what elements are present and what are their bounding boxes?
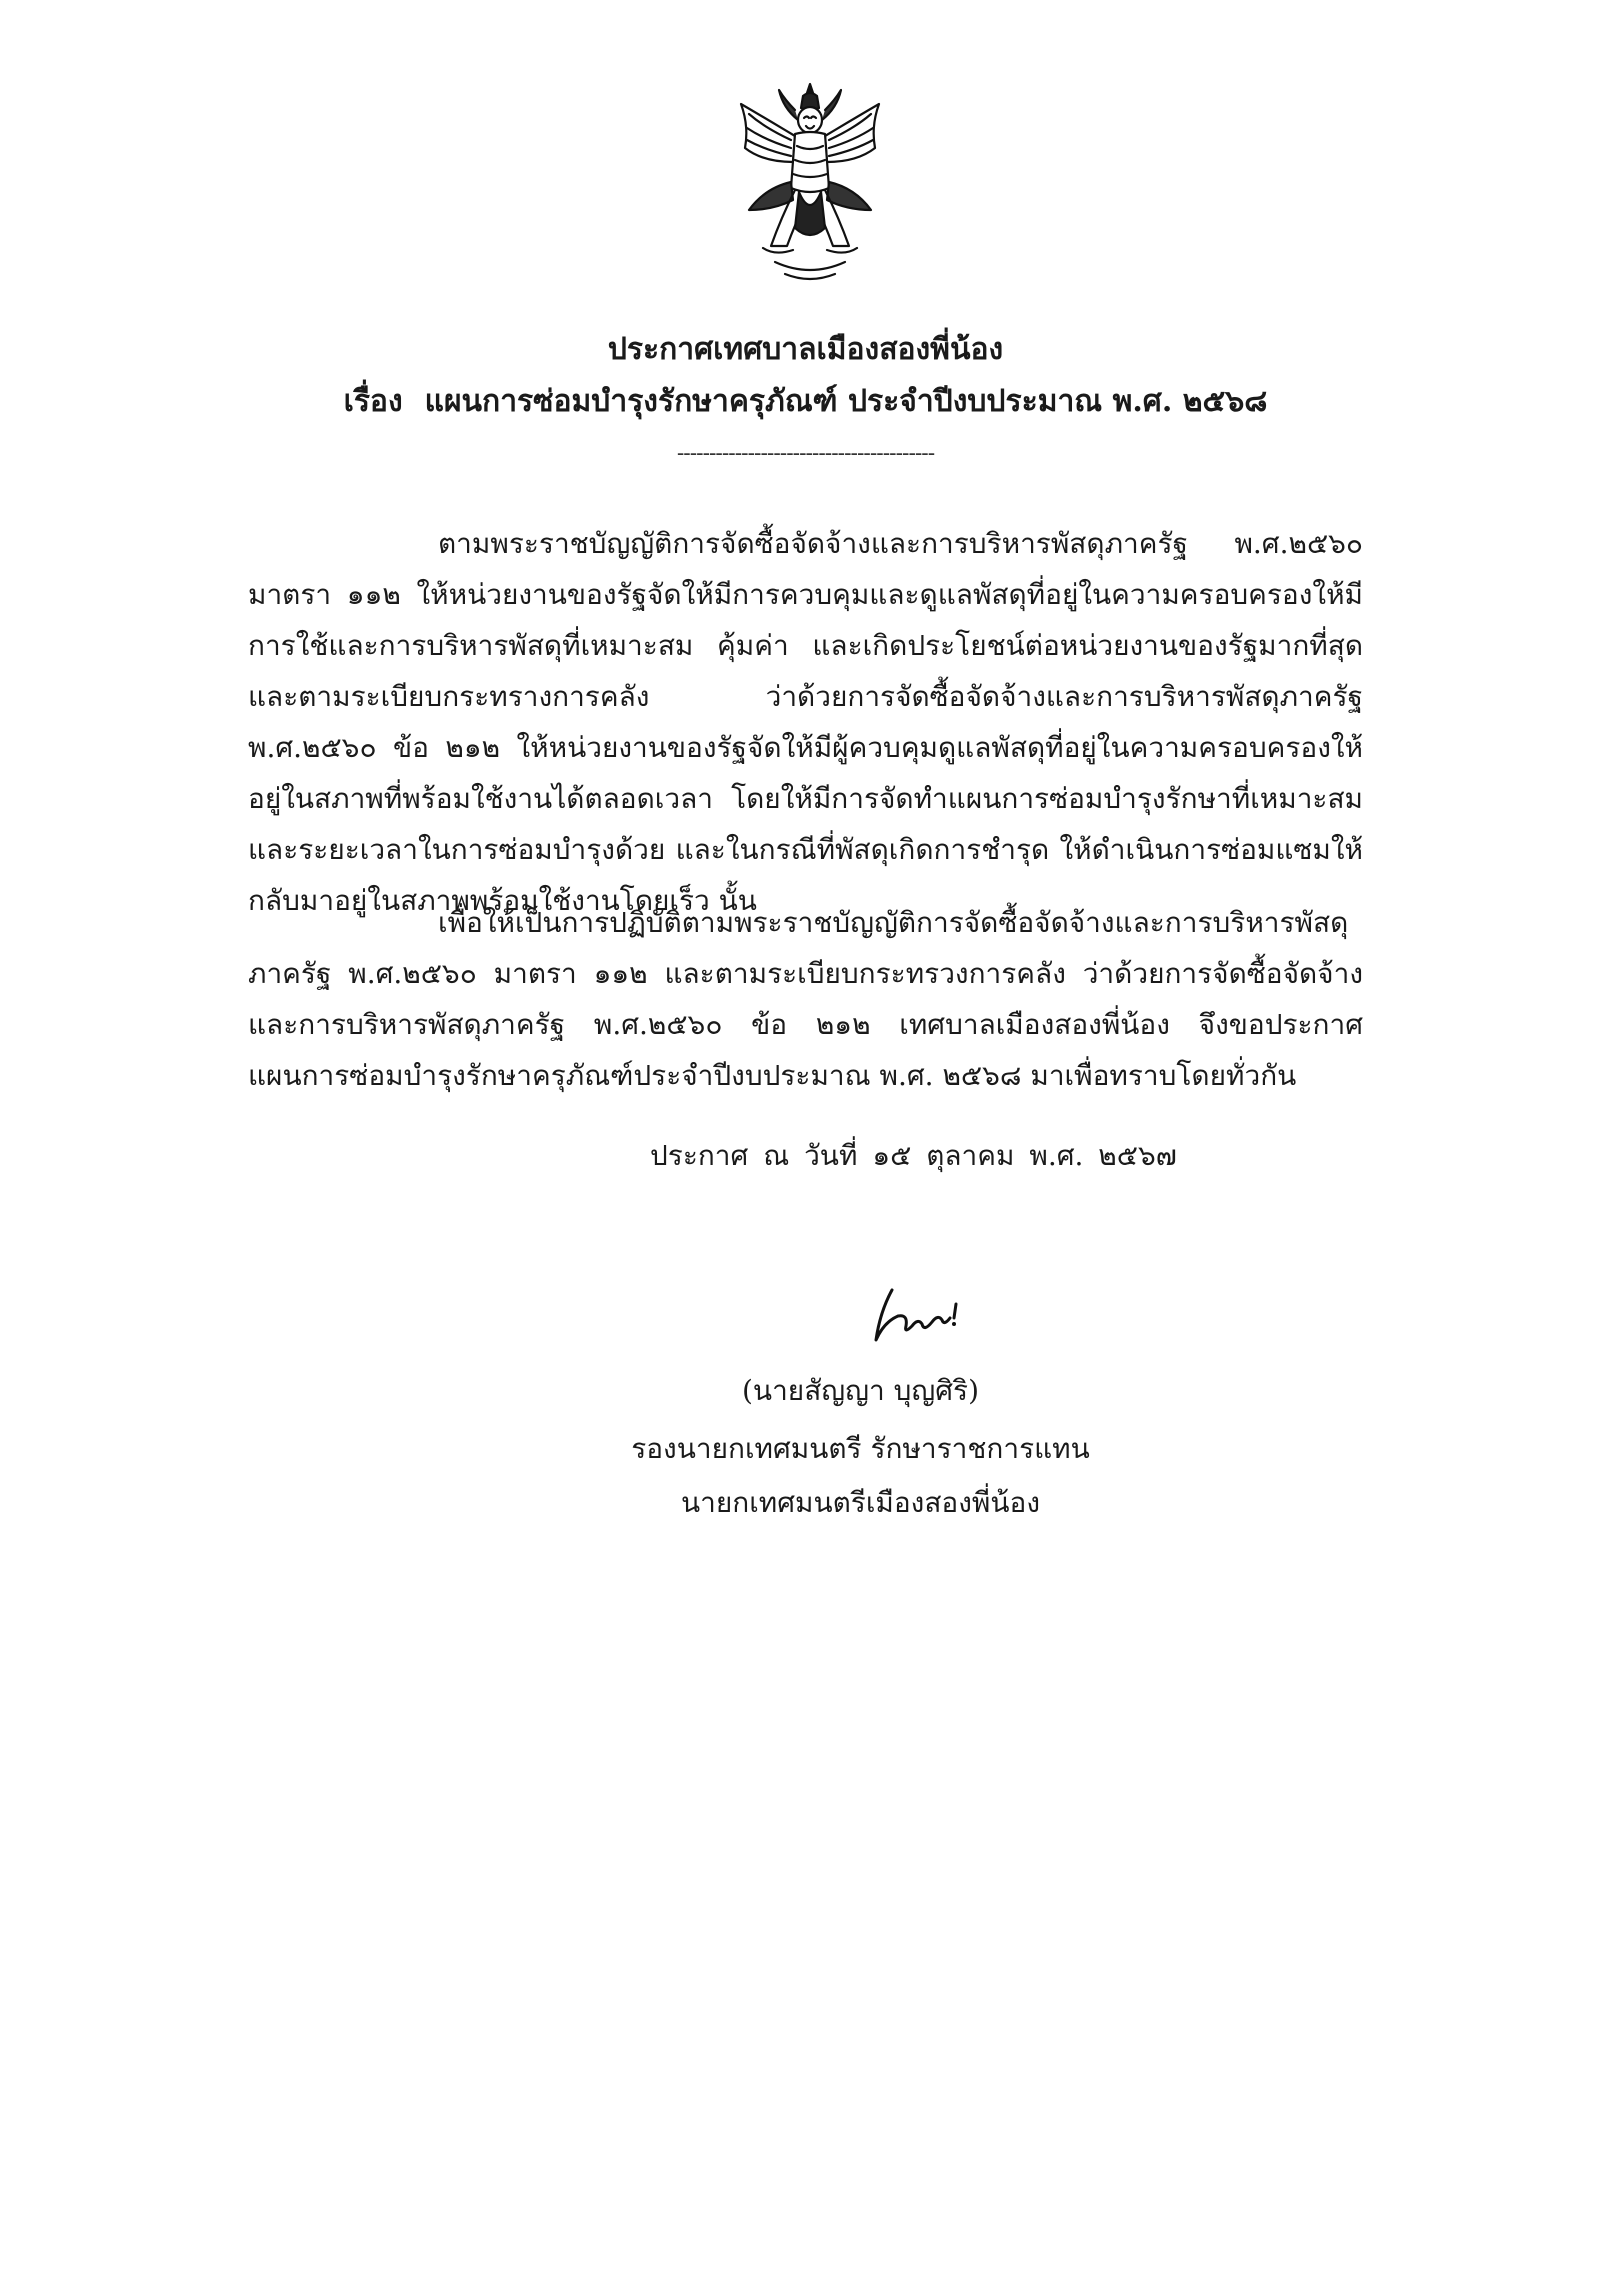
garuda-emblem-icon <box>735 78 885 288</box>
body-paragraph-2: เพื่อให้เป็นการปฏิบัติตามพระราชบัญญัติการจัดซื้อจัดจ้างและการบริหารพัสดุภาครัฐ พ.ศ.๒๕๖๐ มาตรา ๑๑๒ และตามระเบียบกระทรวงการคลัง ว่าด้วยการจัดซื้อจัดจ้างและการบริหารพัสดุภาครัฐ พ.ศ.๒๕๖๐ ข้อ ๒๑๒ เทศบาลเมืองสองพี่น้อง จึงขอประกาศแผนการซ่อมบำรุงรักษาครุภัณฑ์ประจำปีงบประมาณ พ.ศ. ๒๕๖๘ มาเพื่อทราบโดยทั่วกัน <box>248 906 1363 1092</box>
signatory-block <box>0 1364 1611 1530</box>
date-prefix: ประกาศ ณ วันที่ <box>650 1139 858 1172</box>
header-divider: ---------------------------------------- <box>676 441 935 466</box>
date-year: พ.ศ. ๒๕๖๗ <box>1029 1139 1177 1172</box>
signatory-position-2: นายกเทศมนตรีเมืองสองพี่น้อง <box>680 1486 1041 1519</box>
handwritten-signature-icon <box>862 1282 982 1354</box>
subject-text: แผนการซ่อมบำรุงรักษาครุภัณฑ์ ประจำปีงบประมาณ พ.ศ. ๒๕๖๘ <box>424 384 1268 419</box>
announcement-title: ประกาศเทศบาลเมืองสองพี่น้อง <box>607 332 1004 367</box>
date-day: ๑๕ <box>872 1139 912 1172</box>
announcement-subject-line <box>0 378 1611 426</box>
announcement-date <box>650 1130 1177 1181</box>
date-month: ตุลาคม <box>926 1139 1015 1172</box>
subject-label: เรื่อง <box>343 384 403 419</box>
signatory-name: (นายสัญญา บุญศิริ) <box>742 1374 979 1407</box>
announcement-header <box>0 326 1611 426</box>
signatory-position-1: รองนายกเทศมนตรี รักษาราชการแทน <box>631 1432 1090 1465</box>
body-paragraph-1: ตามพระราชบัญญัติการจัดซื้อจัดจ้างและการบริหารพัสดุภาครัฐ พ.ศ.๒๕๖๐ มาตรา ๑๑๒ ให้หน่วยงานของรัฐจัดให้มีการควบคุมและดูแลพัสดุที่อยู่ในความครอบครองให้มีการใช้และการบริหารพัสดุที่เหมาะสม คุ้มค่า และเกิดประโยชน์ต่อหน่วยงานของรัฐมากที่สุด และตามระเบียบกระทรางการคลัง ว่าด้วยการจัดซื้อจัดจ้างและการบริหารพัสดุภาครัฐ พ.ศ.๒๕๖๐ ข้อ ๒๑๒ ให้หน่วยงานของรัฐจัดให้มีผู้ควบคุมดูแลพัสดุที่อยู่ในความครอบครองให้อยู่ในสภาพที่พร้อมใช้งานได้ตลอดเวลา โดยให้มีการจัดทำแผนการซ่อมบำรุงรักษาที่เหมาะสมและระยะเวลาในการซ่อมบำรุงด้วย และในกรณีที่พัสดุเกิดการชำรุด ให้ดำเนินการซ่อมแซมให้กลับมาอยู่ในสภาพพร้อมใช้งานโดยเร็ว นั้น <box>248 527 1363 917</box>
